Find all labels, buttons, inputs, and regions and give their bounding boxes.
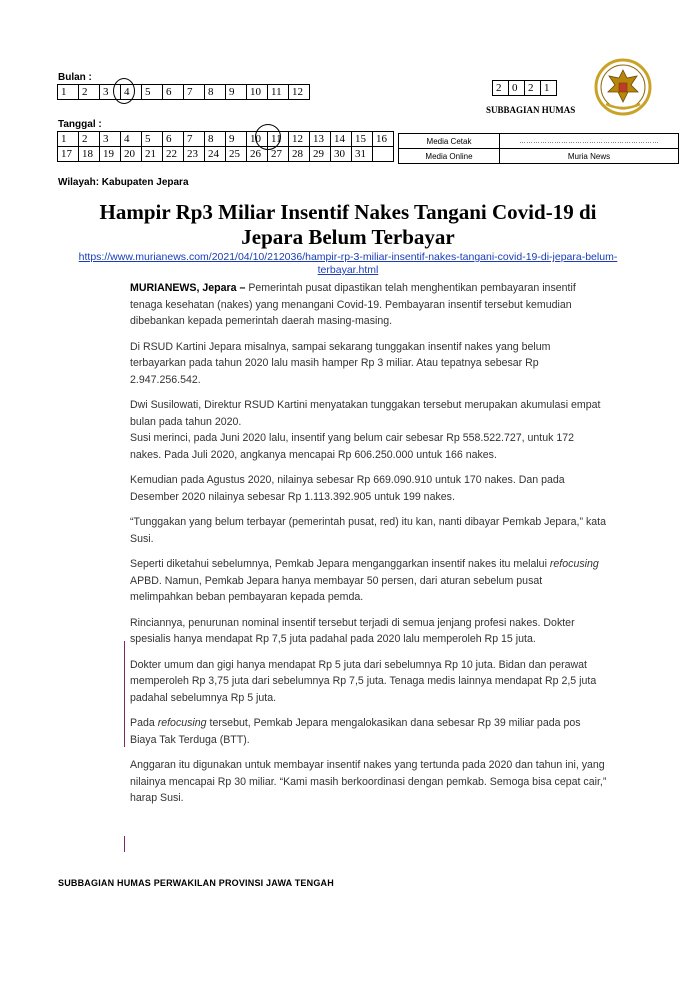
day-cell: 1	[58, 132, 79, 147]
article-title	[40, 200, 656, 250]
paragraph-10-b: tersebut, Pemkab Jepara mengalokasikan dana sebesar Rp 39 miliar pada pos Biaya Tak Terduga (BTT).	[130, 717, 581, 746]
day-cell: 16	[373, 132, 394, 147]
paragraph-7-a: Seperti diketahui sebelumnya, Pemkab Jepara menganggarkan insentif nakes itu melalui	[130, 558, 550, 570]
day-cell: 13	[310, 132, 331, 147]
day-cell: 8	[205, 132, 226, 147]
media-online-label: Media Online	[399, 149, 500, 164]
day-cell: 7	[184, 132, 205, 147]
day-cell: 15	[352, 132, 373, 147]
wilayah-label: Wilayah: Kabupaten Jepara	[58, 177, 189, 188]
month-cell: 8	[205, 85, 226, 100]
source-link[interactable]	[30, 251, 666, 277]
article-title-line1: Hampir Rp3 Miliar Insentif Nakes Tangani Covid-19 di	[99, 200, 597, 224]
source-link-line1[interactable]: https://www.murianews.com/2021/04/10/212036/hampir-rp-3-miliar-insentif-nakes-tangani-covid-19-di-jepara-belum-	[78, 251, 618, 263]
year-digit-cell: 2	[525, 81, 541, 96]
media-cetak-value: ……………………………………………………	[500, 134, 679, 149]
day-cell: 4	[121, 132, 142, 147]
month-cell: 7	[184, 85, 205, 100]
day-cell: 12	[289, 132, 310, 147]
media-cetak-label: Media Cetak	[399, 134, 500, 149]
day-cell: 20	[121, 147, 142, 162]
month-cell: 6	[163, 85, 184, 100]
paragraph-10-em: refocusing	[157, 717, 207, 729]
month-cell: 12	[289, 85, 310, 100]
paragraph-2: Di RSUD Kartini Jepara misalnya, sampai sekarang tunggakan insentif nakes yang belum terbayarkan pada tahun 2020 lalu masih hamper Rp 3 miliar. Atau tepatnya sebesar Rp 2.947.256.542.	[130, 340, 551, 386]
paragraph-10-a: Pada	[130, 717, 158, 729]
day-cell: 27	[268, 147, 289, 162]
day-cell: 21	[142, 147, 163, 162]
day-cell: 22	[163, 147, 184, 162]
paragraph-6: “Tunggakan yang belum terbayar (pemerintah pusat, red) itu kan, nanti dibayar Pemkab Jepara,” kata Susi.	[130, 516, 606, 545]
paragraph-7	[130, 556, 608, 606]
day-cell: 5	[142, 132, 163, 147]
article-title-line2: Jepara Belum Terbayar	[241, 225, 455, 249]
day-cell	[373, 147, 394, 162]
month-cell: 5	[142, 85, 163, 100]
month-cell: 3	[100, 85, 121, 100]
dateline: MURIANEWS, Jepara –	[130, 282, 246, 294]
day-cell: 18	[79, 147, 100, 162]
article-body	[130, 280, 608, 807]
year-digit-cell: 2	[493, 81, 509, 96]
day-cell: 19	[100, 147, 121, 162]
bulan-label: Bulan :	[58, 72, 92, 83]
day-cell: 31	[352, 147, 373, 162]
paragraph-1-text: Pemerintah pusat dipastikan telah menghentikan pembayaran insentif tenaga kesehatan (nakes) yang menangani Covid-19. Pembayaran insentif tersebut kemudian dibebankan kepada pemerintah daerah masing-masing.	[130, 282, 576, 327]
month-cell: 1	[58, 85, 79, 100]
footer-text: SUBBAGIAN HUMAS PERWAKILAN PROVINSI JAWA TENGAH	[58, 878, 334, 888]
media-online-value: Muria News	[500, 149, 679, 164]
month-cell: 4	[121, 85, 142, 100]
garuda-emblem-icon	[592, 58, 654, 116]
selected-month-circle	[113, 78, 135, 104]
day-cell: 6	[163, 132, 184, 147]
month-cell: 9	[226, 85, 247, 100]
day-cell: 9	[226, 132, 247, 147]
paragraph-7-em: refocusing	[549, 558, 599, 570]
day-cell: 3	[100, 132, 121, 147]
year-grid	[492, 80, 557, 96]
day-grid	[57, 131, 394, 162]
paragraph-8: Rinciannya, penurunan nominal insentif tersebut terjadi di semua jenjang profesi nakes. Dokter spesialis hanya mendapat Rp 7,5 juta padahal pada 2020 lalu memperoleh Rp 15 juta.	[130, 616, 575, 645]
day-cell: 17	[58, 147, 79, 162]
selected-day-circle	[255, 124, 281, 150]
paragraph-11: Anggaran itu digunakan untuk membayar insentif nakes yang tertunda pada 2020 dan tahun ini, yang nilainya mencapai Rp 30 miliar. “Kami masih berkoordinasi dengan pemkab. Semoga bisa cepat cair,” harap Susi.	[130, 759, 607, 804]
org-name: SUBBAGIAN HUMAS	[486, 105, 576, 115]
source-link-line2[interactable]: terbayar.html	[317, 264, 379, 276]
day-cell: 28	[289, 147, 310, 162]
month-cell: 10	[247, 85, 268, 100]
day-cell: 30	[331, 147, 352, 162]
paragraph-10	[130, 715, 608, 748]
day-cell: 29	[310, 147, 331, 162]
media-table	[398, 133, 679, 164]
month-cell: 11	[268, 85, 289, 100]
day-cell: 10	[247, 132, 268, 147]
paragraph-1	[130, 280, 608, 330]
year-digit-cell: 1	[541, 81, 557, 96]
day-cell: 25	[226, 147, 247, 162]
revision-marker-line-2	[124, 836, 125, 852]
day-cell: 24	[205, 147, 226, 162]
paragraph-3: Dwi Susilowati, Direktur RSUD Kartini menyatakan tunggakan tersebut merupakan akumulasi empat bulan pada tahun 2020.	[130, 399, 601, 428]
paragraph-5: Kemudian pada Agustus 2020, nilainya sebesar Rp 669.090.910 untuk 170 nakes. Dan pada Desember 2020 nilainya sebesar Rp 1.113.392.905 untuk 199 nakes.	[130, 474, 565, 503]
day-cell: 11	[268, 132, 289, 147]
day-cell: 23	[184, 147, 205, 162]
paragraph-7-b: APBD. Namun, Pemkab Jepara hanya membayar 50 persen, dari aturan sebelum pusat melimpahkan beban pembayaran kepada pemda.	[130, 574, 543, 603]
month-cell: 2	[79, 85, 100, 100]
year-digit-cell: 0	[509, 81, 525, 96]
day-cell: 14	[331, 132, 352, 147]
day-cell: 2	[79, 132, 100, 147]
paragraph-4: Susi merinci, pada Juni 2020 lalu, insentif yang belum cair sebesar Rp 558.522.727, untuk 172 nakes. Pada Juli 2020, angkanya mencapai Rp 606.250.000 untuk 166 nakes.	[130, 432, 575, 461]
month-grid	[57, 84, 310, 100]
tanggal-label: Tanggal :	[58, 119, 102, 130]
day-cell: 26	[247, 147, 268, 162]
paragraph-9: Dokter umum dan gigi hanya mendapat Rp 5 juta dari sebelumnya Rp 10 juta. Bidan dan perawat memperoleh Rp 3,75 juta dari sebelumnya Rp 7,5 juta. Tenaga medis lainnya mendapat Rp 2,5 juta padahal sebelumnya Rp 5 juta.	[130, 658, 597, 704]
revision-marker-line	[124, 641, 125, 747]
